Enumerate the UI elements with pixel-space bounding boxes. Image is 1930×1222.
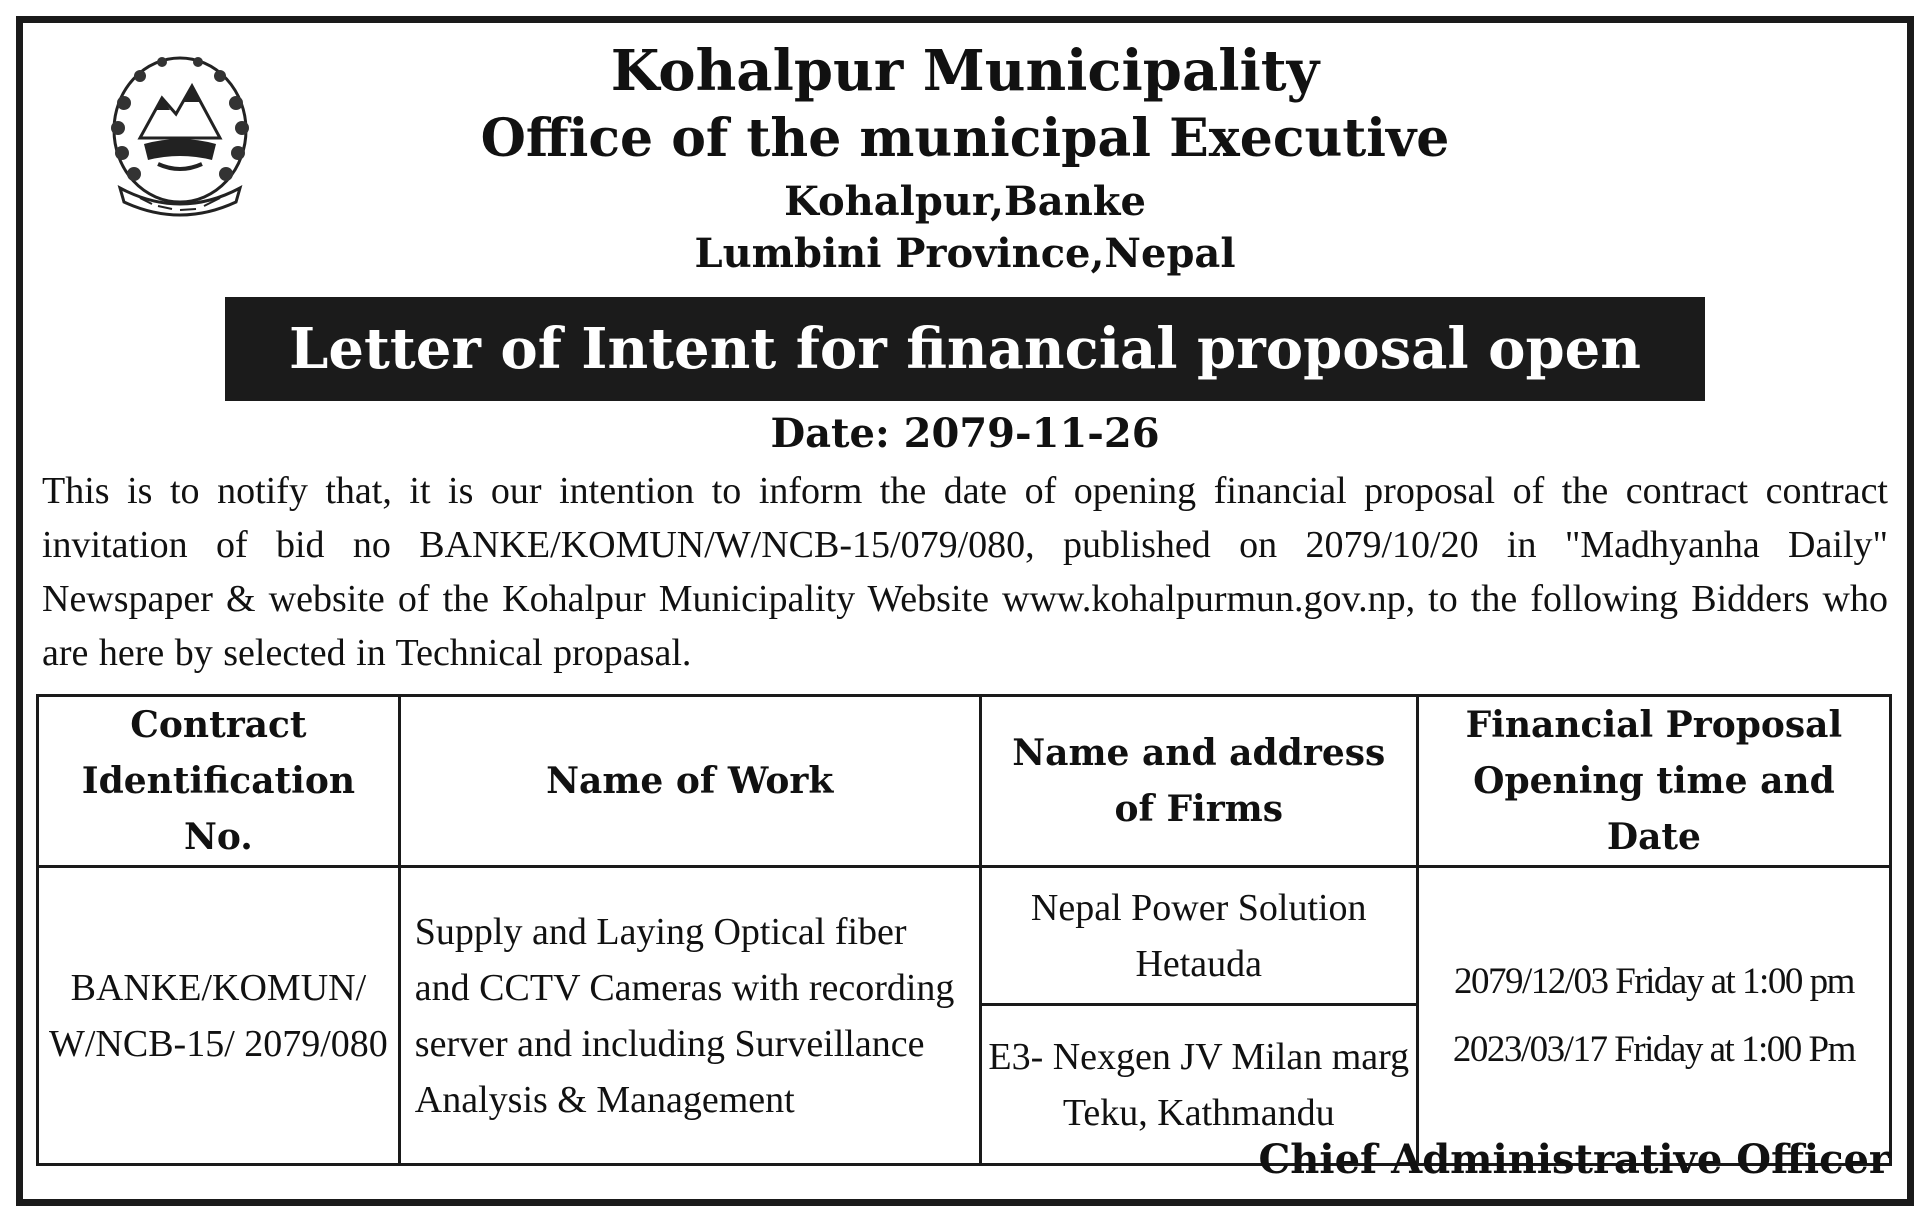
province-line: Lumbini Province,Nepal — [694, 230, 1236, 277]
header-firms: Name and address of Firms — [980, 696, 1417, 867]
firm-cell: Nepal Power Solution Hetauda — [980, 867, 1417, 1005]
signatory-title: Chief Administrative Officer — [1258, 1136, 1890, 1183]
opening-time-line: 2079/12/03 Friday at 1:00 pm — [1453, 960, 1854, 1002]
organization-name: Kohalpur Municipality — [610, 38, 1320, 104]
firm-cell: E3- Nexgen JV Milan marg Teku, Kathmandu — [980, 1005, 1417, 1165]
header-contract-id: Contract Identification No. — [38, 696, 400, 867]
district-line: Kohalpur,Banke — [784, 178, 1146, 225]
office-name: Office of the municipal Executive — [480, 108, 1450, 169]
bidders-table — [36, 694, 1892, 1166]
notice-date: Date: 2079-11-26 — [770, 410, 1160, 457]
header-opening-time: Financial Proposal Opening time and Date — [1417, 696, 1890, 867]
table-header-row — [38, 696, 1891, 867]
opening-time-cell — [1417, 867, 1890, 1165]
notice-body: This is to notify that, it is our intention to inform the date of opening financial proposal of the contract contract invitation of bid no BANKE/KOMUN/W/NCB-15/079/080, published on 2079/10/20 in "Madhyanha Daily" Newspaper & website of the Kohalpur Municipality Website www.kohalpurmun.gov.np, to the following Bidders who are here by selected in Technical propasal. — [42, 470, 1888, 674]
notice-title-banner — [225, 297, 1705, 401]
table-row — [38, 867, 1891, 1005]
work-description-cell: Supply and Laying Optical fiber and CCTV Cameras with recording server and including Surveillance Analysis & Management — [399, 867, 980, 1165]
header-name-of-work: Name of Work — [399, 696, 980, 867]
contract-id-cell: BANKE/KOMUN/ W/NCB-15/ 2079/080 — [38, 867, 400, 1165]
opening-time-line: 2023/03/17 Friday at 1:00 Pm — [1452, 1028, 1855, 1070]
notice-title: Letter of Intent for financial proposal open — [288, 316, 1642, 382]
